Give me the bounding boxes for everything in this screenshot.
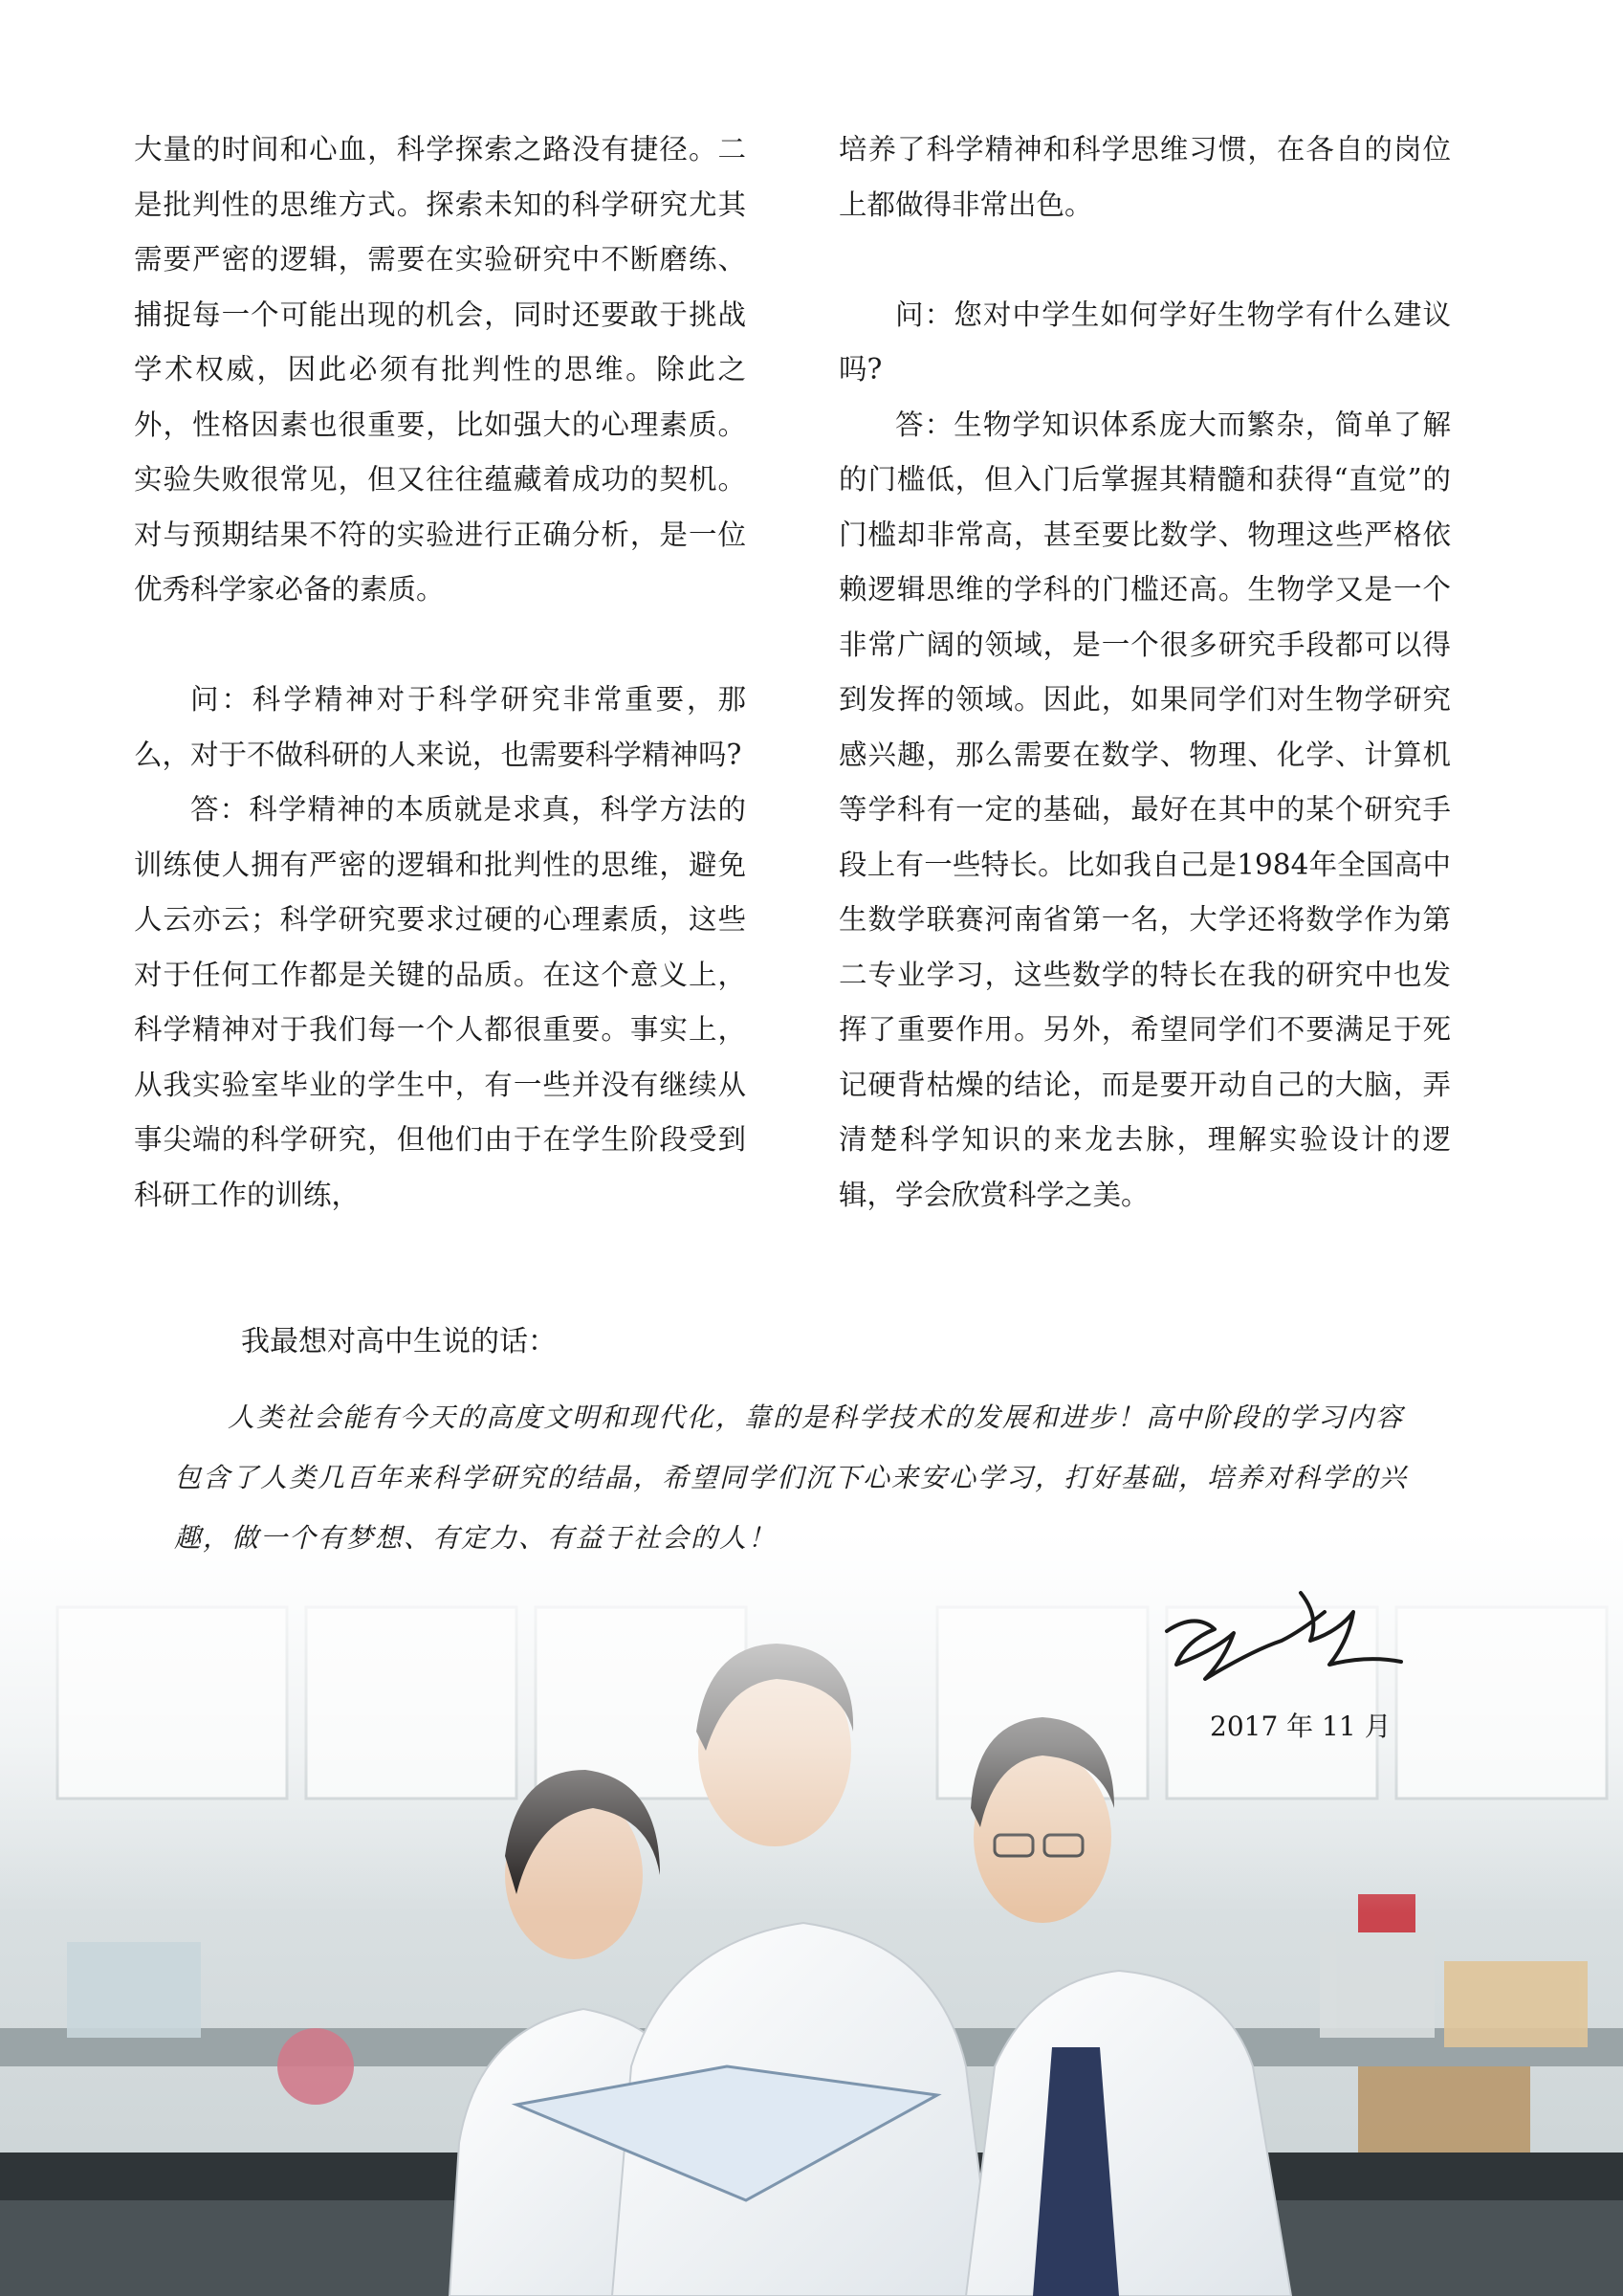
message-to-students: [174, 1318, 1427, 1568]
message-body: 人类社会能有今天的高度文明和现代化，靠的是科学技术的发展和进步！高中阶段的学习内容包含了人类几百年来科学研究的结晶，希望同学们沉下心来安心学习，打好基础，培养对科学的兴趣，做一个有梦想、有定力、有益于社会的人！: [174, 1402, 1409, 1554]
question-text: 您对中学生如何学好生物学有什么建议吗?: [839, 298, 1451, 386]
right-column: [839, 122, 1451, 1223]
message-title: 我最想对高中生说的话：: [241, 1325, 557, 1358]
left-continuation-paragraph: 大量的时间和心血，科学探索之路没有捷径。二是批判性的思维方式。探索未知的科学研究尤其需要严密的逻辑，需要在实验研究中不断磨练、捕捉每一个可能出现的机会，同时还要敢于挑战学术权威，因此必须有批判性的思维。除此之外，性格因素也很重要，比如强大的心理素质。实验失败很常见，但又往往蕴藏着成功的契机。对与预期结果不符的实验进行正确分析，是一位优秀科学家必备的素质。: [134, 133, 746, 606]
answer-text: 科学精神的本质就是求真，科学方法的训练使人拥有严密的逻辑和批判性的思维，避免人云亦云；科学研究要求过硬的心理素质，这些对于任何工作都是关键的品质。在这个意义上，科学精神对于我们每一个人都很重要。事实上，从我实验室毕业的学生中，有一些并没有继续从事尖端的科学研究，但他们由于在学生阶段受到科研工作的训练，: [134, 793, 746, 1211]
right-continuation-paragraph: 培养了科学精神和科学思维习惯，在各自的岗位上都做得非常出色。: [839, 133, 1451, 221]
answer-text: 生物学知识体系庞大而繁杂，简单了解的门槛低，但入门后掌握其精髓和获得“直觉”的门槛却非常高，甚至要比数学、物理这些严格依赖逻辑思维的学科的门槛还高。生物学又是一个非常广阔的领域，是一个很多研究手段都可以得到发挥的领域。因此，如果同学们对生物学研究感兴趣，那么需要在数学、物理、化学、计算机等学科有一定的基础，最好在其中的某个研究手段上有一些特长。比如我自己是1984年全国高中生数学联赛河南省第一名，大学还将数学作为第二专业学习，这些数学的特长在我的研究中也发挥了重要作用。另外，希望同学们不要满足于死记硬背枯燥的结论，而是要开动自己的大脑，弄清楚科学知识的来龙去脉，理解实验设计的逻辑，学会欣赏科学之美。: [839, 408, 1451, 1211]
answer-label: 答：: [190, 793, 250, 826]
question-label: 问：: [895, 298, 954, 331]
right-answer: [839, 398, 1451, 1224]
handwritten-signature: [1157, 1574, 1415, 1698]
left-question: [134, 673, 746, 783]
question-label: 问：: [190, 683, 252, 716]
question-text: 科学精神对于科学研究非常重要，那么，对于不做科研的人来说，也需要科学精神吗?: [134, 683, 746, 771]
left-column: [134, 122, 746, 1223]
right-question: [839, 288, 1451, 398]
left-answer: [134, 783, 746, 1223]
answer-label: 答：: [895, 408, 954, 441]
signature-date: 2017 年 11 月: [1210, 1711, 1392, 1742]
